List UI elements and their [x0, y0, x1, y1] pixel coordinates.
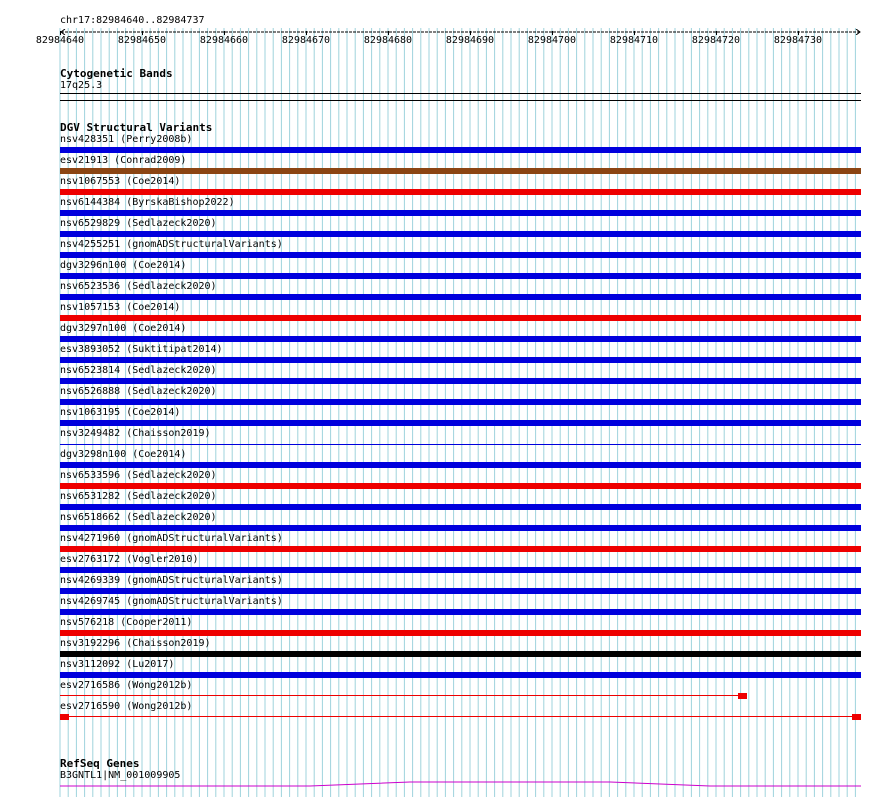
dgv-feature-bar[interactable]	[60, 189, 861, 195]
dgv-feature-bar[interactable]	[60, 357, 861, 363]
dgv-feature-bar[interactable]	[60, 716, 861, 717]
dgv-feature-bar[interactable]	[60, 252, 861, 258]
ruler-tick-label: 82984680	[363, 35, 413, 46]
dgv-feature-bar[interactable]	[60, 444, 861, 445]
dgv-feature-label: esv2716590 (Wong2012b)	[60, 701, 193, 712]
dgv-feature-bar[interactable]	[60, 462, 861, 468]
dgv-feature-label: nsv4269339 (gnomADStructuralVariants)	[60, 575, 283, 586]
dgv-feature-block[interactable]	[60, 714, 69, 720]
dgv-feature-bar[interactable]	[60, 168, 861, 174]
dgv-feature-label: nsv6529829 (Sedlazeck2020)	[60, 218, 217, 229]
dgv-feature-bar[interactable]	[60, 672, 861, 678]
refseq-gene-line[interactable]	[60, 778, 861, 790]
dgv-feature-label: nsv4269745 (gnomADStructuralVariants)	[60, 596, 283, 607]
ruler-arrow	[60, 30, 861, 34]
dgv-feature-bar[interactable]	[60, 504, 861, 510]
dgv-feature-label: nsv428351 (Perry2008b)	[60, 134, 193, 145]
dgv-feature-label: nsv6518662 (Sedlazeck2020)	[60, 512, 217, 523]
dgv-feature-label: nsv576218 (Cooper2011)	[60, 617, 193, 628]
dgv-feature-label: nsv6531282 (Sedlazeck2020)	[60, 491, 217, 502]
dgv-feature-label: nsv6523814 (Sedlazeck2020)	[60, 365, 217, 376]
dgv-feature-label: esv2763172 (Vogler2010)	[60, 554, 199, 565]
dgv-feature-bar[interactable]	[60, 651, 861, 657]
dgv-feature-label: nsv3192296 (Chaisson2019)	[60, 638, 211, 649]
dgv-feature-bar[interactable]	[60, 546, 861, 552]
location-label: chr17:82984640..82984737	[60, 15, 205, 26]
dgv-feature-label: nsv1067553 (Coe2014)	[60, 176, 181, 187]
dgv-feature-bar[interactable]	[60, 399, 861, 405]
dgv-feature-bar[interactable]	[60, 630, 861, 636]
ruler-tick-label: 82984690	[445, 35, 495, 46]
dgv-feature-bar[interactable]	[60, 609, 861, 615]
dgv-feature-label: nsv4271960 (gnomADStructuralVariants)	[60, 533, 283, 544]
dgv-feature-bar[interactable]	[60, 210, 861, 216]
dgv-feature-bar[interactable]	[60, 147, 861, 153]
dgv-feature-label: nsv6526888 (Sedlazeck2020)	[60, 386, 217, 397]
dgv-feature-label: esv21913 (Conrad2009)	[60, 155, 187, 166]
dgv-feature-label: esv2716586 (Wong2012b)	[60, 680, 193, 691]
dgv-feature-bar[interactable]	[60, 315, 861, 321]
dgv-feature-label: nsv1063195 (Coe2014)	[60, 407, 181, 418]
track-divider	[60, 100, 861, 101]
dgv-feature-label: dgv3297n100 (Coe2014)	[60, 323, 187, 334]
dgv-feature-label: dgv3296n100 (Coe2014)	[60, 260, 187, 271]
dgv-feature-bar[interactable]	[60, 336, 861, 342]
dgv-feature-label: nsv1057153 (Coe2014)	[60, 302, 181, 313]
ruler-tick-label: 82984660	[199, 35, 249, 46]
ruler-tick-label: 82984710	[609, 35, 659, 46]
cyto-track-title: Cytogenetic Bands	[60, 67, 173, 80]
ruler-tick-label: 82984650	[117, 35, 167, 46]
cyto-band-label: 17q25.3	[60, 80, 103, 91]
refseq-track-title: RefSeq Genes	[60, 757, 140, 770]
dgv-feature-bar[interactable]	[60, 294, 861, 300]
ruler-tick-label: 82984720	[691, 35, 741, 46]
ruler-tick-label: 82984700	[527, 35, 577, 46]
dgv-feature-label: esv3893052 (Suktitipat2014)	[60, 344, 223, 355]
dgv-feature-label: dgv3298n100 (Coe2014)	[60, 449, 187, 460]
cyto-band-bar[interactable]	[60, 93, 861, 94]
dgv-feature-bar[interactable]	[60, 420, 861, 426]
dgv-feature-block[interactable]	[738, 693, 747, 699]
dgv-track-title: DGV Structural Variants	[60, 121, 213, 134]
dgv-feature-label: nsv6144384 (ByrskaBishop2022)	[60, 197, 235, 208]
dgv-feature-bar[interactable]	[60, 231, 861, 237]
dgv-feature-label: nsv3249482 (Chaisson2019)	[60, 428, 211, 439]
dgv-feature-bar[interactable]	[60, 695, 742, 696]
ruler-tick-label: 82984640	[35, 35, 85, 46]
dgv-feature-label: nsv4255251 (gnomADStructuralVariants)	[60, 239, 283, 250]
dgv-feature-bar[interactable]	[60, 588, 861, 594]
dgv-feature-bar[interactable]	[60, 378, 861, 384]
ruler-tick-label: 82984730	[773, 35, 823, 46]
dgv-feature-bar[interactable]	[60, 483, 861, 489]
refseq-gene-label: B3GNTL1|NM_001009905	[60, 770, 181, 781]
dgv-feature-bar[interactable]	[60, 567, 861, 573]
dgv-feature-label: nsv3112092 (Lu2017)	[60, 659, 175, 670]
dgv-feature-bar[interactable]	[60, 525, 861, 531]
ruler-tick-label: 82984670	[281, 35, 331, 46]
dgv-feature-bar[interactable]	[60, 273, 861, 279]
dgv-feature-block[interactable]	[852, 714, 861, 720]
dgv-feature-label: nsv6533596 (Sedlazeck2020)	[60, 470, 217, 481]
dgv-feature-label: nsv6523536 (Sedlazeck2020)	[60, 281, 217, 292]
